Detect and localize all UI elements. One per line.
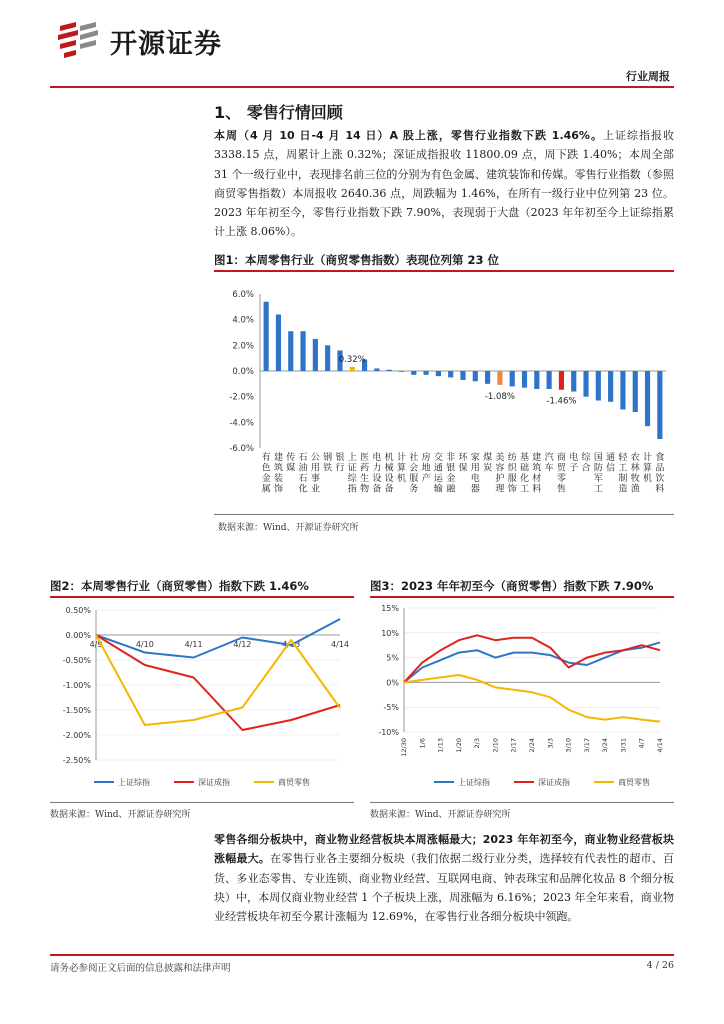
category-label-char: 林 [630, 463, 640, 474]
category-label-char: 业 [310, 484, 320, 495]
category-label-char: 防 [593, 463, 603, 474]
fig3-bottom-rule [370, 802, 674, 803]
category-label-char: 商 [556, 453, 566, 463]
category-label-char: 容 [495, 463, 505, 474]
logo-mark-icon [54, 18, 102, 60]
bar [608, 371, 613, 402]
category-label-char: 计 [396, 453, 406, 463]
category-label-char: 织 [507, 463, 517, 474]
category-label-char: 算 [396, 463, 406, 474]
category-label-char: 装 [273, 474, 283, 484]
category-label-char: 行 [335, 463, 345, 474]
category-label-char: 有 [261, 453, 271, 463]
category-label-char: 础 [520, 463, 530, 474]
category-label-char: 色 [261, 463, 271, 474]
bar [300, 331, 305, 371]
legend-label: 商贸零售 [618, 778, 650, 787]
bar [510, 371, 515, 386]
category-label-char: 设 [384, 474, 394, 484]
x-tick-label: 3/31 [619, 738, 628, 753]
category-label-char: 机 [396, 474, 406, 484]
bar [374, 368, 379, 371]
category-label-char: 通 [606, 453, 616, 463]
category-label-char: 力 [372, 463, 382, 474]
fig1-source: 数据来源：Wind、开源证券研究所 [218, 523, 359, 533]
category-label-char: 品 [655, 463, 665, 474]
category-label-char: 化 [520, 474, 530, 484]
category-label-char: 备 [372, 484, 382, 495]
category-label-char: 造 [618, 484, 628, 495]
category-label-char: 交 [433, 453, 443, 463]
industry-bar-chart [214, 276, 674, 512]
intro-text: 上证综指报收 3338.15 点，周累计上涨 0.32%；深证成指报收 11800.09 点，周下跌 1.40%；本周全部 31 个一级行业中，表现排名前三位的分别为有色金属、建筑装饰和传媒。零售行业指数（参照商贸零售指数）本周报收 2640.36 点，周跌幅为 1.46%，在所有一级行业中位列第 23 位。2023 年年初至今，零售行业指数下跌 7.90%，表现弱于大盘（2023 年年初至今上证综指累计上涨 8.06%）。 [214, 129, 674, 239]
bar [288, 331, 293, 371]
bar [436, 371, 441, 376]
category-label-char: 工 [593, 484, 603, 495]
category-label-char: 会 [409, 463, 419, 474]
y-tick-label: -10% [378, 728, 399, 737]
category-label-char: 机 [643, 474, 653, 484]
category-label-char: 工 [520, 484, 530, 495]
bar [460, 371, 465, 380]
category-label-char: 筑 [273, 463, 283, 474]
legend-label: 上证综指 [458, 778, 490, 787]
y-tick-label: -2.0% [229, 392, 254, 403]
category-label-char: 信 [606, 463, 616, 474]
fig1-title-rule [214, 270, 674, 272]
category-label-char: 机 [384, 453, 394, 463]
data-label: 0.32% [338, 354, 366, 365]
fig2-bottom-rule [50, 802, 354, 803]
bar [547, 371, 552, 389]
category-label-char: 零 [556, 474, 566, 484]
fig3-title-rule [370, 596, 674, 598]
category-label-char: 钢 [323, 453, 333, 463]
category-label-char: 料 [655, 484, 665, 495]
category-label-char: 传 [286, 453, 296, 463]
category-label-char: 医 [360, 453, 370, 463]
company-logo [54, 18, 274, 60]
y-tick-label: 10% [381, 628, 399, 638]
bar [559, 371, 564, 390]
legend-label: 深证成指 [198, 778, 230, 787]
category-label-char: 农 [630, 453, 640, 463]
category-label-char: 饮 [655, 474, 665, 484]
category-label-char: 非 [446, 453, 456, 463]
category-label-char: 备 [384, 484, 394, 495]
category-label-char: 证 [347, 463, 357, 474]
y-tick-label: 0.00% [65, 631, 91, 640]
category-label-char: 筑 [532, 463, 542, 474]
bar [276, 315, 281, 371]
category-label-char: 金 [261, 474, 271, 484]
section-title: 1、 零售行情回顾 [214, 103, 343, 122]
x-tick-label: 1/20 [454, 738, 463, 753]
y-tick-label: 0% [386, 678, 399, 688]
y-tick-label: 15% [381, 604, 399, 613]
bar [534, 371, 539, 389]
category-label-char: 制 [618, 474, 628, 484]
category-label-char: 生 [360, 474, 370, 484]
y-tick-label: 0.0% [232, 367, 254, 377]
footer-rule [50, 954, 674, 956]
category-label-char: 护 [495, 474, 505, 484]
category-label-char: 饰 [273, 484, 283, 495]
intro-bold: 本周（4 月 10 日-4 月 14 日）A 股上涨，零售行业指数下跌 1.46%。 [214, 129, 603, 142]
fig3-source: 数据来源：Wind、开源证券研究所 [370, 810, 511, 820]
category-label-char: 综 [347, 474, 357, 484]
bar [633, 371, 638, 412]
category-label-char: 电 [372, 453, 382, 463]
intro-paragraph [214, 126, 674, 242]
category-label-char: 公 [310, 453, 320, 463]
category-label-char: 牧 [630, 474, 640, 484]
category-label-char: 饰 [507, 484, 517, 495]
x-tick-label: 2/24 [528, 738, 536, 753]
category-label-char: 基 [520, 453, 530, 463]
bar [522, 371, 527, 388]
category-label-char: 设 [372, 474, 382, 484]
series-line [96, 635, 340, 730]
series-line [96, 619, 340, 658]
category-label-char: 合 [581, 463, 591, 474]
x-tick-label: 4/14 [656, 738, 664, 753]
y-tick-label: 2.0% [232, 341, 254, 352]
category-label-char: 银 [446, 463, 456, 474]
fig2-title-rule [50, 596, 354, 598]
category-label-char: 材 [532, 474, 542, 484]
weekly-line-chart [50, 600, 354, 800]
legend-label: 上证综指 [118, 778, 150, 787]
category-label-char: 事 [310, 474, 320, 484]
category-label-char: 计 [643, 453, 653, 463]
category-label-char: 房 [421, 453, 431, 463]
category-label-char: 上 [347, 453, 357, 463]
x-tick-label: 12/30 [400, 738, 408, 757]
category-label-char: 轻 [618, 453, 628, 463]
legend-label: 深证成指 [538, 778, 570, 787]
category-label-char: 算 [643, 463, 653, 474]
y-tick-label: -2.00% [62, 731, 91, 740]
category-label-char: 国 [593, 453, 603, 463]
x-tick-label: 2/17 [509, 738, 518, 753]
x-tick-label: 4/11 [184, 640, 203, 649]
x-tick-label: 4/13 [282, 640, 301, 649]
data-label: -1.46% [546, 396, 577, 407]
category-label-char: 物 [360, 484, 370, 495]
y-tick-label: 5% [386, 653, 399, 663]
y-tick-label: -0.50% [62, 656, 91, 665]
data-label: -1.08% [484, 391, 515, 402]
bar [485, 371, 490, 384]
category-label-char: 美 [495, 453, 505, 463]
category-label-char: 械 [384, 463, 394, 474]
category-label-char: 电 [470, 474, 480, 484]
bar [350, 367, 355, 371]
report-type: 行业周报 [626, 70, 670, 83]
subsector-text: 在零售行业各主要细分板块（我们依据二级行业分类，选择较有代表性的超市、百货、多业态零售、专业连锁、商业物业经营、互联网电商、钟表珠宝和品牌化妆品 8 个细分板块）中，本周仅商业物业经营 1 个子板块上涨，周涨幅为 6.16%；2023 年全年来看，商业物业经营板块年初至今累计涨幅为 12.69%，在零售行业各细分板块中领跑。 [214, 852, 674, 924]
bar [325, 345, 330, 371]
category-label-char: 渔 [630, 484, 640, 495]
x-tick-label: 4/9 [89, 640, 103, 649]
category-label-char: 社 [409, 453, 419, 463]
ytd-line-chart [370, 600, 674, 800]
y-tick-label: 4.0% [232, 315, 254, 326]
x-tick-label: 3/3 [546, 738, 555, 749]
fig3-title: 图3：2023 年年初至今（商贸零售）指数下跌 7.90% [370, 579, 654, 593]
legend-label: 商贸零售 [278, 778, 310, 787]
bar [399, 371, 404, 372]
x-tick-label: 3/10 [564, 738, 573, 753]
category-label-char: 环 [458, 453, 468, 463]
y-tick-label: -1.50% [62, 706, 91, 715]
category-label-char: 服 [409, 474, 419, 484]
category-label-char: 家 [470, 453, 480, 463]
x-tick-label: 3/17 [582, 738, 591, 753]
bar [473, 371, 478, 381]
y-tick-label: -1.00% [62, 681, 91, 690]
fig2-source: 数据来源：Wind、开源证券研究所 [50, 810, 191, 820]
subsector-bold: 零售各细分板块中，商业物业经营板块本周涨幅最大；2023 年年初至今，商业物业经营板块涨幅最大。 [214, 833, 674, 866]
bar [387, 370, 392, 371]
bar [411, 371, 416, 375]
y-tick-label: 0.50% [65, 606, 91, 615]
x-tick-label: 4/12 [233, 640, 252, 649]
page-number: 4 / 26 [646, 960, 674, 971]
bar [448, 371, 453, 377]
bar [645, 371, 650, 426]
x-tick-label: 4/10 [135, 640, 154, 649]
category-label-char: 产 [421, 474, 431, 484]
category-label-char: 金 [446, 474, 456, 484]
category-label-char: 用 [470, 463, 480, 474]
category-label-char: 军 [593, 474, 603, 484]
category-label-char: 子 [569, 463, 579, 474]
category-label-char: 炭 [483, 463, 493, 474]
category-label-char: 综 [581, 453, 591, 463]
category-label-char: 媒 [286, 463, 296, 474]
subsector-paragraph [214, 830, 674, 926]
bar [497, 371, 502, 385]
bar [583, 371, 588, 397]
category-label-char: 属 [261, 484, 271, 495]
x-tick-label: 1/13 [436, 738, 445, 753]
footer-disclaimer: 请务必参阅正文后面的信息披露和法律声明 [50, 963, 231, 974]
x-tick-label: 3/24 [601, 738, 610, 753]
category-label-char: 售 [556, 484, 566, 495]
x-tick-label: 2/10 [491, 738, 500, 753]
bar [424, 371, 429, 375]
category-label-char: 建 [273, 453, 283, 463]
category-label-char: 工 [618, 463, 628, 474]
category-label-char: 贸 [556, 463, 566, 474]
bar [264, 302, 269, 371]
x-tick-label: 4/7 [637, 738, 646, 749]
category-label-char: 融 [446, 484, 456, 495]
category-label-char: 车 [544, 463, 554, 474]
category-label-char: 纺 [507, 453, 517, 463]
category-label-char: 食 [655, 453, 665, 463]
category-label-char: 石 [298, 453, 308, 463]
category-label-char: 料 [532, 484, 542, 495]
category-label-char: 石 [298, 474, 308, 484]
bar [596, 371, 601, 401]
category-label-char: 用 [310, 463, 320, 474]
category-label-char: 汽 [544, 453, 554, 463]
category-label-char: 煤 [483, 453, 493, 463]
bar [571, 371, 576, 392]
fig2-title: 图2：本周零售行业（商贸零售）指数下跌 1.46% [50, 579, 309, 593]
y-tick-label: -2.50% [62, 756, 91, 765]
category-label-char: 地 [421, 463, 431, 474]
y-tick-label: -5% [383, 703, 399, 713]
category-label-char: 药 [360, 463, 370, 474]
category-label-char: 务 [409, 484, 419, 495]
category-label-char: 电 [569, 453, 579, 463]
fig1-title: 图1：本周零售行业（商贸零售指数）表现位列第 23 位 [214, 253, 500, 267]
category-label-char: 油 [298, 463, 308, 474]
y-tick-label: -6.0% [229, 444, 254, 454]
logo-name: 开源证券 [110, 29, 222, 60]
category-label-char: 银 [335, 453, 345, 463]
category-label-char: 运 [433, 474, 443, 484]
category-label-char: 器 [470, 484, 480, 495]
category-label-char: 理 [495, 484, 505, 495]
category-label-char: 化 [298, 484, 308, 495]
category-label-char: 输 [433, 484, 443, 495]
category-label-char: 通 [433, 463, 443, 474]
category-label-char: 铁 [323, 463, 333, 474]
bar [313, 339, 318, 371]
x-tick-label: 1/6 [418, 738, 427, 749]
bar [657, 371, 662, 439]
category-label-char: 建 [532, 453, 542, 463]
fig1-bottom-rule [214, 514, 674, 515]
y-tick-label: 6.0% [232, 290, 254, 300]
header-rule [50, 86, 674, 88]
category-label-char: 服 [507, 474, 517, 484]
x-tick-label: 2/3 [473, 738, 482, 749]
category-label-char: 指 [347, 484, 357, 495]
category-label-char: 保 [458, 463, 468, 474]
y-tick-label: -4.0% [229, 418, 254, 429]
x-tick-label: 4/14 [331, 640, 349, 649]
bar [620, 371, 625, 410]
